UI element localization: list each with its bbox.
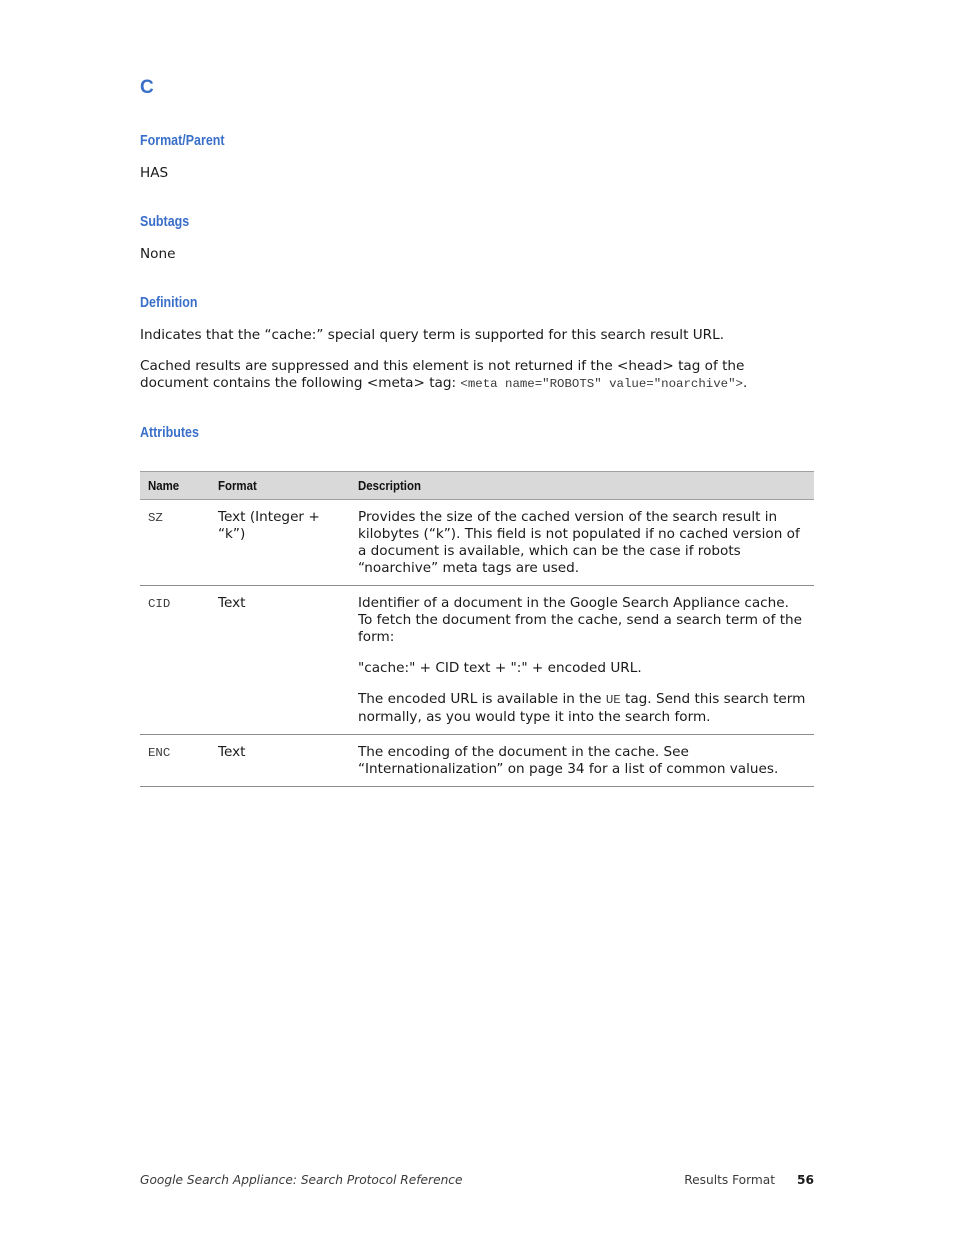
attributes-heading: Attributes <box>140 425 199 441</box>
header-description <box>350 472 814 500</box>
header-format-label: Format <box>218 478 257 493</box>
attribute-format: Text <box>210 735 350 787</box>
header-format <box>210 472 350 500</box>
header-description-label: Description <box>358 478 421 493</box>
attribute-description <box>350 735 814 787</box>
definition-paragraph-2-text: Cached results are suppressed and this element is not returned if the <head> tag of the document contains the following <meta> tag: <box>140 358 745 391</box>
table-row <box>140 586 814 735</box>
footer-document-title: Google Search Appliance: Search Protocol Reference <box>140 1173 463 1187</box>
description-note-text: The encoded URL is available in the <box>358 691 606 707</box>
header-row <box>140 472 814 500</box>
footer-section-name: Results Format <box>684 1173 776 1187</box>
definition-paragraph-2-end: . <box>742 375 748 391</box>
table-row <box>140 735 814 787</box>
table-row <box>140 500 814 586</box>
attribute-name-cell <box>140 735 210 787</box>
attribute-format: Text <box>210 586 350 735</box>
subtags-value: None <box>140 246 176 262</box>
header-name <box>140 472 210 500</box>
definition-paragraph-2 <box>140 358 816 393</box>
header-name-label: Name <box>148 478 180 493</box>
attributes-table <box>140 471 814 787</box>
attribute-name-cell <box>140 586 210 735</box>
description-text: Identifier of a document in the Google Search Appliance cache. To fetch the document from the cache, send a search term of the form: <box>358 595 803 645</box>
attribute-description <box>350 500 814 586</box>
attribute-name: ENC <box>148 746 171 760</box>
description-example: "cache:" + CID text + ":" + encoded URL. <box>358 660 642 676</box>
description-note-end: tag. Send this search term normally, as you would type it into the search form. <box>358 691 806 725</box>
description-text: Provides the size of the cached version of the search result in kilobytes (“k”). This field is not populated if no cached version of a document is available, which can be the case if robots “noarchive” meta tags are used. <box>358 509 800 576</box>
format-parent-heading: Format/Parent <box>140 133 225 149</box>
format-parent-value: HAS <box>140 165 169 181</box>
footer-right <box>684 1173 814 1187</box>
description-text: The encoding of the document in the cache. See “Internationalization” on page 34 for a list of common values. <box>358 744 779 777</box>
attribute-name: CID <box>148 597 171 611</box>
attribute-format: Text (Integer + “k”) <box>210 500 350 586</box>
attribute-description <box>350 586 814 735</box>
page-number: 56 <box>797 1173 814 1187</box>
attributes-table-header <box>140 472 814 500</box>
attribute-name: SZ <box>148 511 163 525</box>
attribute-name-cell <box>140 500 210 586</box>
page-title: C <box>140 77 154 98</box>
description-note <box>358 691 806 726</box>
subtags-heading: Subtags <box>140 214 190 230</box>
definition-heading: Definition <box>140 295 198 311</box>
ue-tag-code: UE <box>605 693 621 707</box>
meta-tag-code: <meta name="ROBOTS" value="noarchive"> <box>460 377 743 391</box>
definition-paragraph-1: Indicates that the “cache:” special query term is supported for this search result URL. <box>140 327 725 343</box>
